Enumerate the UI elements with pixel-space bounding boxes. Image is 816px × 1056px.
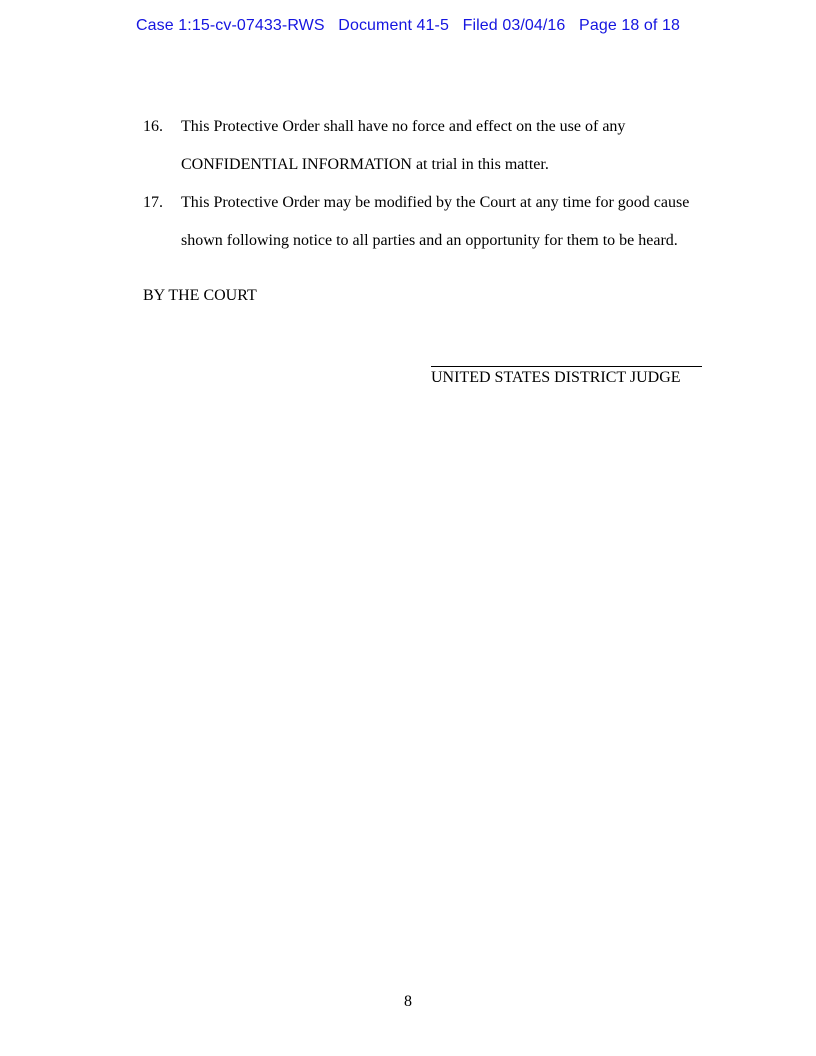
paragraph-number: 17. [143, 194, 163, 211]
page-number: 8 [404, 993, 412, 1010]
signature-line [431, 366, 702, 367]
signature-title: UNITED STATES DISTRICT JUDGE [431, 369, 681, 386]
paragraph-number: 16. [143, 118, 163, 135]
by-the-court: BY THE COURT [143, 287, 257, 304]
paragraph-line: This Protective Order may be modified by the Court at any time for good cause [181, 194, 690, 211]
paragraph-line: shown following notice to all parties and an opportunity for them to be heard. [181, 232, 678, 249]
paragraph-line: This Protective Order shall have no force and effect on the use of any [181, 118, 626, 135]
case-header: Case 1:15-cv-07433-RWS Document 41-5 Filed 03/04/16 Page 18 of 18 [136, 17, 680, 34]
paragraph-line: CONFIDENTIAL INFORMATION at trial in this matter. [181, 156, 549, 173]
